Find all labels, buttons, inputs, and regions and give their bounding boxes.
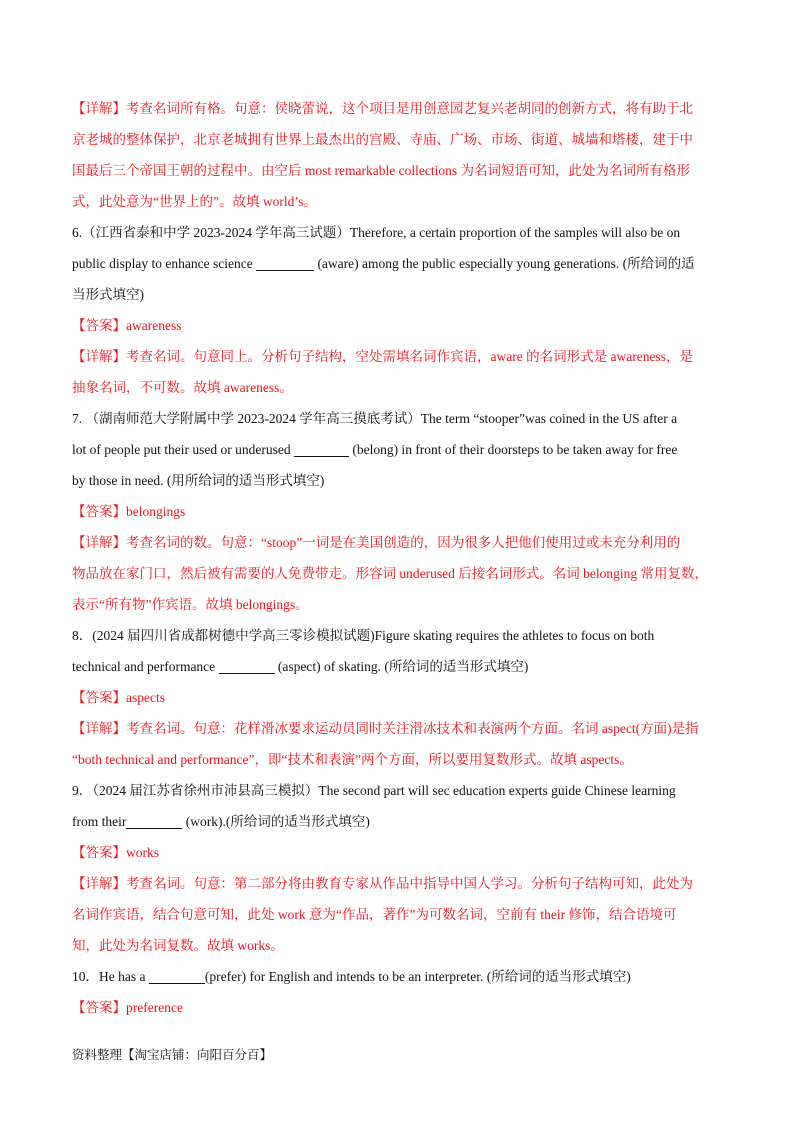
answer-blank	[294, 440, 349, 457]
detail-line: 表示“所有物”作宾语。故填 belongings。	[72, 597, 309, 612]
question-9	[72, 775, 732, 837]
detail-paragraph	[72, 93, 732, 217]
detail-line: 【详解】考查名词的数。句意：“stoop”一词是在美国创造的，因为很多人把他们使用过或未充分利用的	[72, 535, 681, 550]
question-text: technical and performance	[72, 659, 219, 674]
detail-line: 国最后三个帝国王朝的过程中。由空后 most remarkable collections 为名词短语可知，此处为名词所有格形	[72, 163, 690, 178]
answer-9	[72, 837, 732, 868]
detail-line: 物品放在家门口，然后被有需要的人免费带走。形容词 underused 后接名词形式。名词 belonging 常用复数，	[72, 566, 708, 581]
page-footer: 资料整理【淘宝店铺：向阳百分百】	[72, 1048, 273, 1062]
detail-line: “both technical and performance”，即“技术和表演”两个方面，所以要用复数形式。故填 aspects。	[72, 752, 633, 767]
question-line: by those in need. (用所给词的适当形式填空)	[72, 473, 325, 488]
question-line: 9．（2024 届江苏省徐州市沛县高三模拟）The second part will sec education experts guide Chinese learning	[72, 783, 676, 798]
detail-line: 知，此处为名词复数。故填 works。	[72, 938, 284, 953]
answer-line: 【答案】aspects	[72, 690, 165, 705]
answer-line: 【答案】works	[72, 845, 159, 860]
question-line	[72, 806, 732, 837]
answer-line: 【答案】awareness	[72, 318, 182, 333]
answer-line: 【答案】belongings	[72, 504, 186, 519]
answer-blank	[256, 254, 314, 271]
detail-9	[72, 868, 732, 961]
detail-7	[72, 527, 732, 620]
question-text: public display to enhance science	[72, 256, 257, 271]
detail-8	[72, 713, 732, 775]
detail-line: 【详解】考查名词。句意同上。分析句子结构，空处需填名词作宾语，aware 的名词形式是 awareness，是	[72, 349, 693, 364]
document-content	[72, 93, 732, 1023]
detail-line: 【详解】考查名词。句意：花样滑冰要求运动员同时关注滑冰技术和表演两个方面。名词 aspect(方面)是指	[72, 721, 699, 736]
detail-line: 京老城的整体保护，北京老城拥有世界上最杰出的宫殿、寺庙、广场、市场、街道、城墙和塔楼，建于中	[72, 132, 693, 147]
question-line: 8．(2024 届四川省成都树德中学高三零诊模拟试题)Figure skating requires the athletes to focus on both	[72, 628, 655, 643]
answer-8	[72, 682, 732, 713]
answer-blank	[219, 657, 275, 674]
question-10	[72, 961, 732, 992]
question-8	[72, 620, 732, 682]
detail-line: 抽象名词，不可数。故填 awareness。	[72, 380, 293, 395]
question-line	[72, 651, 732, 682]
answer-10	[72, 992, 732, 1023]
answer-6	[72, 310, 732, 341]
question-text: (prefer) for English and intends to be an interpreter. (所给词的适当形式填空)	[204, 969, 631, 984]
answer-blank	[149, 967, 205, 984]
question-text: 10．He has a	[72, 969, 149, 984]
question-6	[72, 217, 732, 310]
detail-line: 式，此处意为“世界上的”。故填 world’s。	[72, 194, 317, 209]
detail-line: 【详解】考查名词。句意：第二部分将由教育专家从作品中指导中国人学习。分析句子结构可知，此处为	[72, 876, 693, 891]
question-line: 7. （湖南师范大学附属中学 2023-2024 学年高三摸底考试）The term “stooper”was coined in the US after a	[72, 411, 678, 426]
question-text: (belong) in front of their doorsteps to be taken away for free	[348, 442, 678, 457]
question-text: lot of people put their used or underused	[72, 442, 294, 457]
question-7	[72, 403, 732, 496]
question-text: from their	[72, 814, 127, 829]
question-line	[72, 961, 732, 992]
question-text: (work).(所给词的适当形式填空)	[182, 814, 370, 829]
detail-line: 名词作宾语，结合句意可知，此处 work 意为“作品，著作”为可数名词，空前有 their 修饰，结合语境可	[72, 907, 677, 922]
question-line: 当形式填空)	[72, 287, 144, 302]
question-line	[72, 248, 732, 279]
question-line: 6.（江西省泰和中学 2023-2024 学年高三试题）Therefore, a certain proportion of the samples will also be on	[72, 225, 681, 240]
question-text: (aware) among the public especially young generations. (所给词的适	[314, 256, 695, 271]
answer-blank	[126, 812, 182, 829]
detail-6	[72, 341, 732, 403]
answer-7	[72, 496, 732, 527]
question-line	[72, 434, 732, 465]
answer-line: 【答案】preference	[72, 1000, 183, 1015]
detail-line: 【详解】考查名词所有格。句意：侯晓蕾说，这个项目是用创意园艺复兴老胡同的创新方式，将有助于北	[72, 101, 693, 116]
question-text: (aspect) of skating. (所给词的适当形式填空)	[274, 659, 529, 674]
